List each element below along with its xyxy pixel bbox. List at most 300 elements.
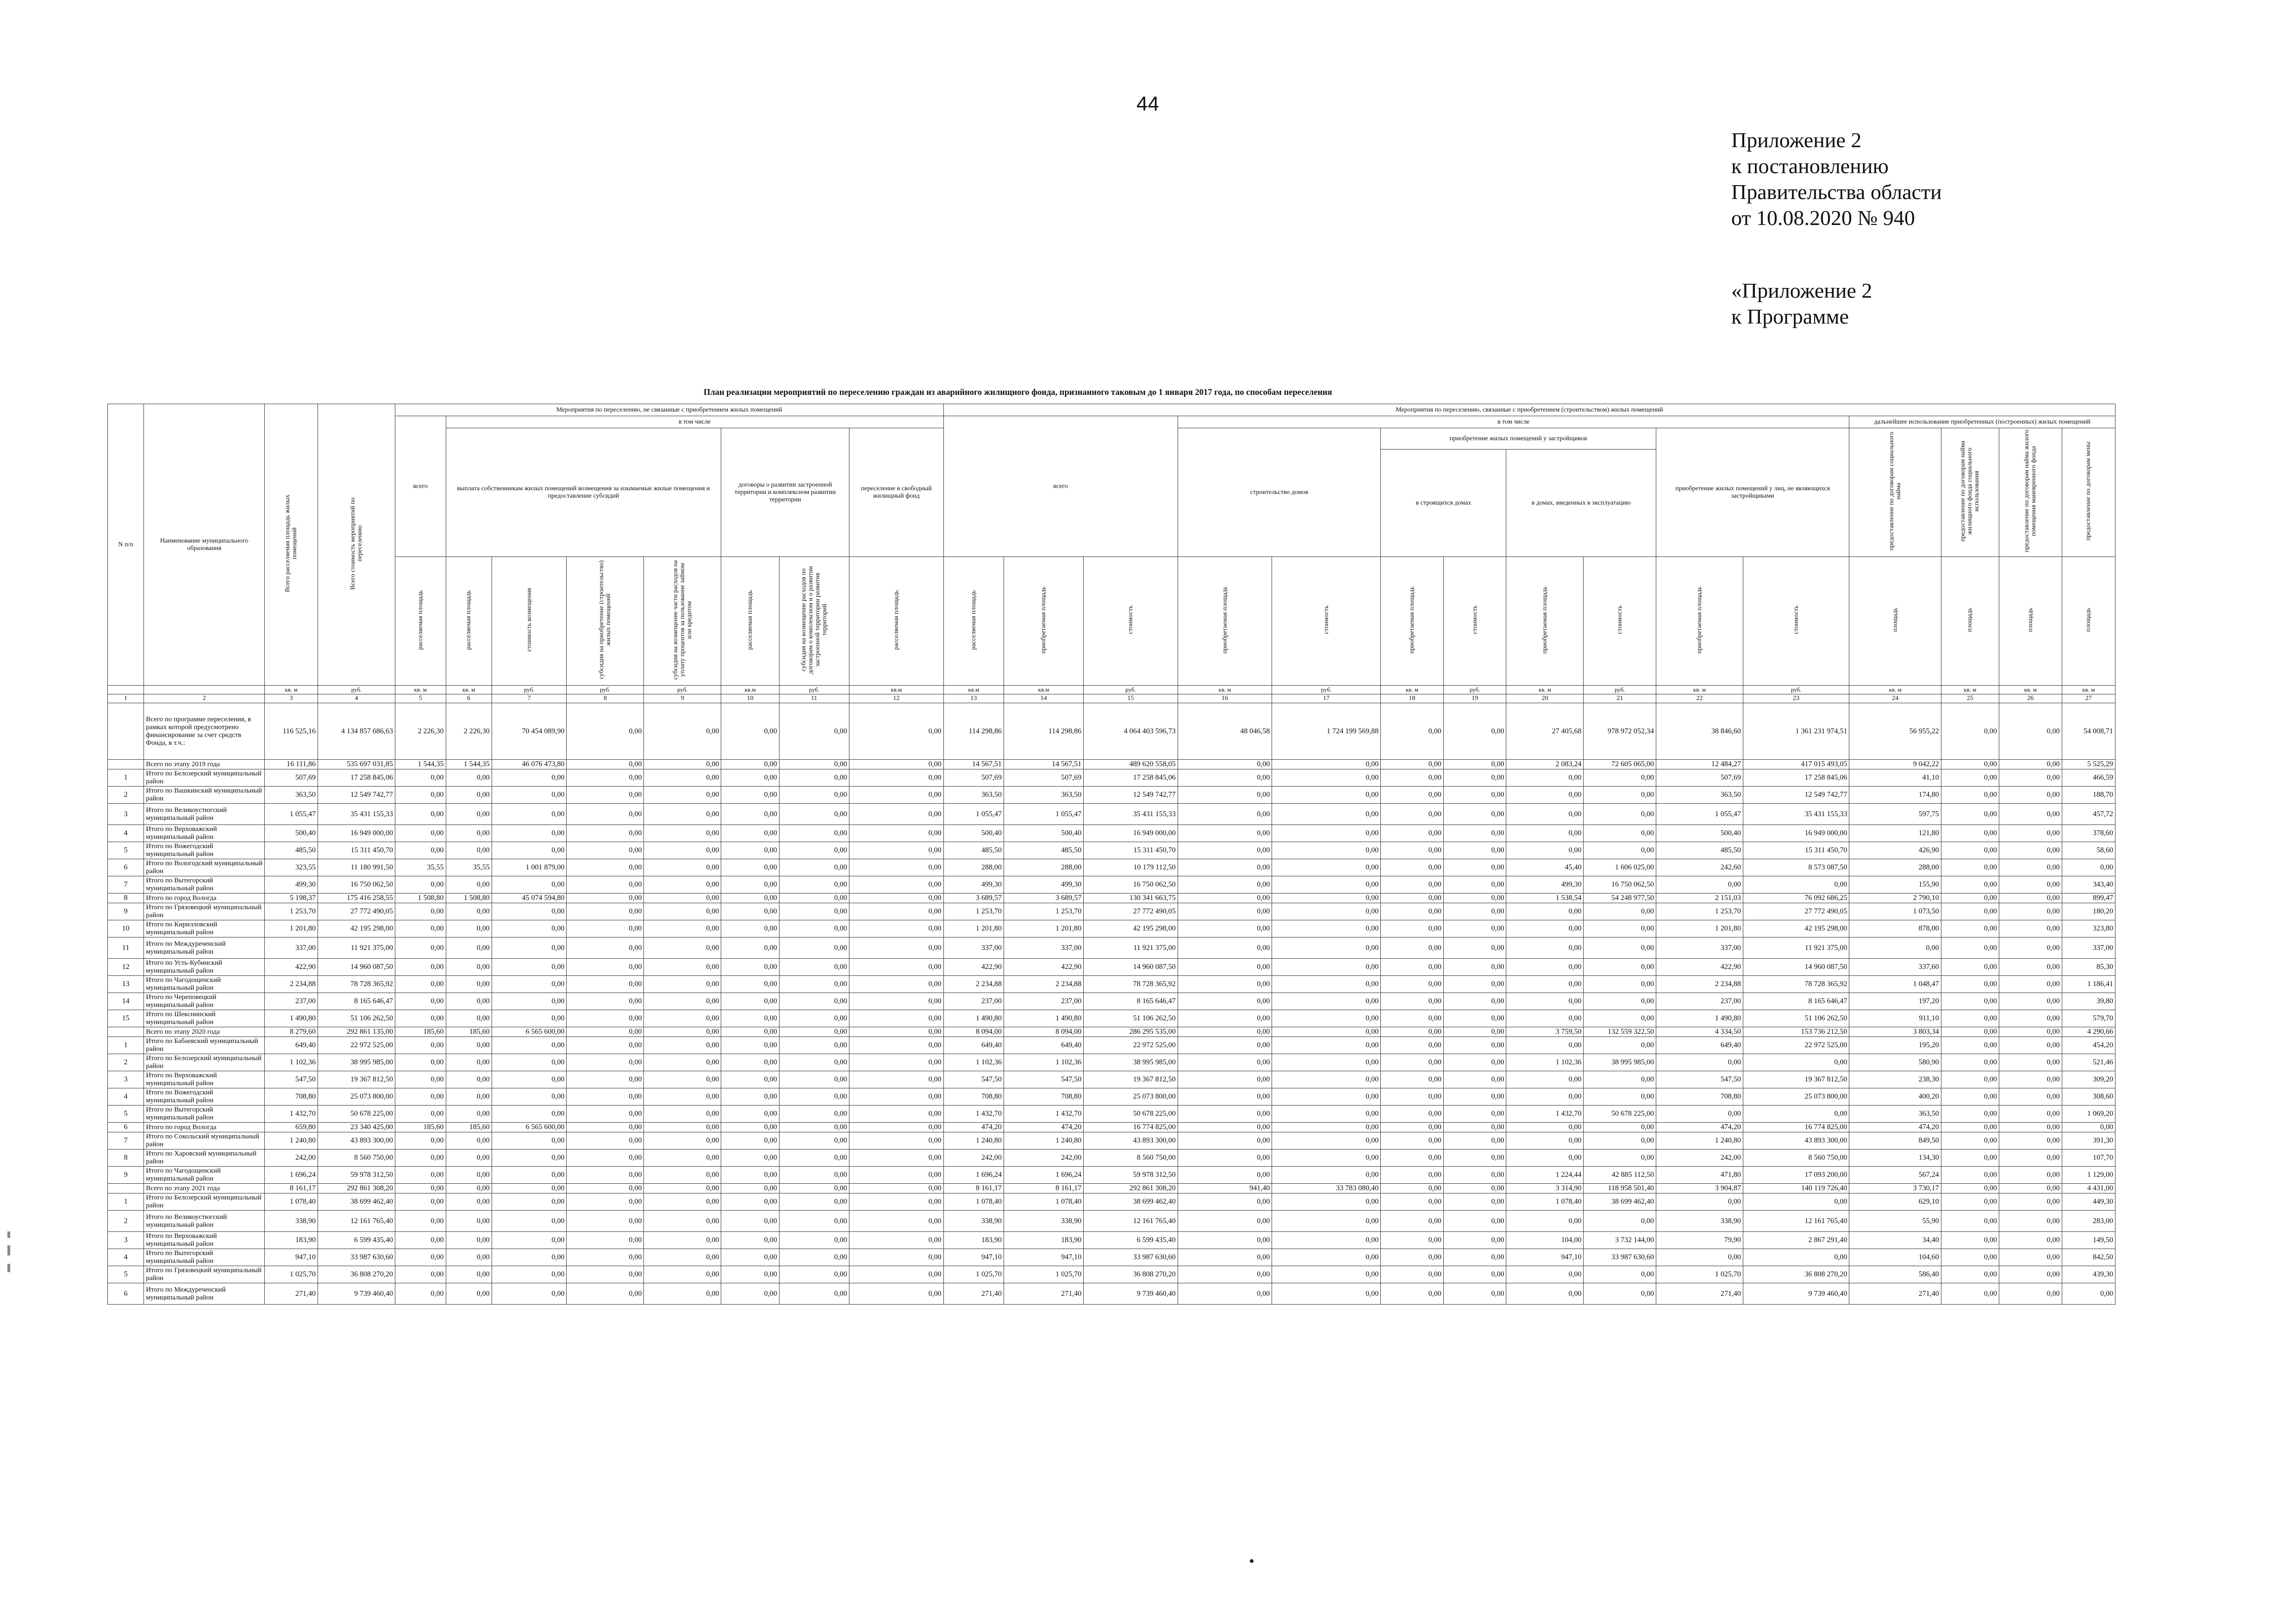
header-col-5-text: расселяемая площадь bbox=[417, 590, 424, 650]
value-cell: 183,90 bbox=[943, 1232, 1004, 1249]
value-cell: 0,00 bbox=[1178, 1283, 1272, 1305]
value-cell: 911,10 bbox=[1849, 1010, 1941, 1027]
value-cell: 1 069,20 bbox=[2062, 1106, 2115, 1123]
value-cell: 0,00 bbox=[446, 1167, 492, 1184]
value-cell: 0,00 bbox=[1272, 1167, 1381, 1184]
value-cell: 0,00 bbox=[446, 920, 492, 937]
value-cell: 0,00 bbox=[849, 1010, 943, 1027]
page-number: 44 bbox=[1136, 93, 1159, 115]
value-cell: 0,00 bbox=[567, 769, 644, 787]
value-cell: 0,00 bbox=[1178, 825, 1272, 842]
value-cell: 0,00 bbox=[492, 1071, 567, 1088]
value-cell: 0,00 bbox=[2062, 1123, 2115, 1132]
column-number-cell: 16 bbox=[1178, 694, 1272, 703]
value-cell: 0,00 bbox=[1941, 804, 1999, 825]
value-cell: 0,00 bbox=[395, 937, 446, 959]
value-cell: 0,00 bbox=[779, 993, 849, 1010]
value-cell: 0,00 bbox=[446, 1071, 492, 1088]
value-cell: 2 867 291,40 bbox=[1743, 1232, 1849, 1249]
value-cell: 1 696,24 bbox=[943, 1167, 1004, 1184]
value-cell: 0,00 bbox=[849, 976, 943, 993]
value-cell: 485,50 bbox=[1004, 842, 1084, 859]
value-cell: 0,00 bbox=[1941, 1211, 1999, 1232]
column-numbers-row bbox=[108, 694, 2115, 703]
value-cell: 0,00 bbox=[1272, 1211, 1381, 1232]
value-cell: 0,00 bbox=[1178, 1149, 1272, 1167]
value-cell: 35 431 155,33 bbox=[1743, 804, 1849, 825]
value-cell: 43 893 300,00 bbox=[318, 1132, 395, 1149]
value-cell: 0,00 bbox=[1999, 876, 2062, 893]
row-number-cell: 3 bbox=[108, 1071, 144, 1088]
header-col-23-text: стоимость bbox=[1792, 606, 1800, 634]
value-cell: 22 972 525,00 bbox=[1743, 1037, 1849, 1054]
value-cell: 12 161 765,40 bbox=[318, 1211, 395, 1232]
value-cell: 78 728 365,92 bbox=[318, 976, 395, 993]
value-cell: 16 949 000,00 bbox=[318, 825, 395, 842]
header-group-a: Мероприятия по переселению, не связанные с приобретением жилых помещений bbox=[395, 404, 943, 416]
value-cell: 0,00 bbox=[849, 893, 943, 903]
value-cell: 0,00 bbox=[1272, 959, 1381, 976]
value-cell: 17 093 200,00 bbox=[1743, 1167, 1849, 1184]
value-cell: 580,90 bbox=[1849, 1054, 1941, 1071]
value-cell: 0,00 bbox=[849, 787, 943, 804]
value-cell: 521,46 bbox=[2062, 1054, 2115, 1071]
header-col-7-text: стоимость возмещения bbox=[525, 588, 533, 652]
row-number-cell bbox=[108, 760, 144, 769]
value-cell: 0,00 bbox=[721, 1266, 779, 1283]
row-number-cell: 4 bbox=[108, 1249, 144, 1266]
value-cell: 0,00 bbox=[721, 976, 779, 993]
value-cell: 0,00 bbox=[1743, 1106, 1849, 1123]
header-col-9-text: субсидия на возмещение части расходов на уплату процентов за пользование займом или кредитом bbox=[672, 560, 693, 680]
value-cell: 0,00 bbox=[644, 1249, 721, 1266]
value-cell: 78 728 365,92 bbox=[1743, 976, 1849, 993]
value-cell: 0,00 bbox=[849, 842, 943, 859]
value-cell: 85,30 bbox=[2062, 959, 2115, 976]
value-cell: 0,00 bbox=[1178, 1054, 1272, 1071]
table-row bbox=[108, 1010, 2115, 1027]
value-cell: 2 234,88 bbox=[1656, 976, 1743, 993]
value-cell: 0,00 bbox=[849, 1054, 943, 1071]
header-col-15 bbox=[1084, 557, 1178, 686]
column-number-cell: 21 bbox=[1584, 694, 1656, 703]
value-cell: 0,00 bbox=[1178, 920, 1272, 937]
value-cell: 0,00 bbox=[721, 1037, 779, 1054]
value-cell: 0,00 bbox=[567, 893, 644, 903]
scan-mark bbox=[7, 1231, 10, 1238]
value-cell: 363,50 bbox=[1656, 787, 1743, 804]
value-cell: 0,00 bbox=[721, 1071, 779, 1088]
table-title: План реализации мероприятий по переселению граждан из аварийного жилищного фонда, признанного таковым до 1 января 2017 года, по способам переселения bbox=[704, 388, 1332, 397]
value-cell: 0,00 bbox=[849, 993, 943, 1010]
column-number-cell: 2 bbox=[144, 694, 265, 703]
value-cell: 0,00 bbox=[779, 1149, 849, 1167]
table-row bbox=[108, 825, 2115, 842]
value-cell: 0,00 bbox=[1584, 1211, 1656, 1232]
row-number-cell: 4 bbox=[108, 825, 144, 842]
value-cell: 0,00 bbox=[446, 1193, 492, 1211]
value-cell: 0,00 bbox=[779, 859, 849, 876]
value-cell: 42 885 112,50 bbox=[1584, 1167, 1656, 1184]
header-col-10 bbox=[721, 557, 779, 686]
value-cell: 14 960 087,50 bbox=[1084, 959, 1178, 976]
value-cell: 1 025,70 bbox=[265, 1266, 318, 1283]
value-cell: 9 739 460,40 bbox=[1743, 1283, 1849, 1305]
value-cell: 0,00 bbox=[1941, 1054, 1999, 1071]
row-number-cell: 8 bbox=[108, 893, 144, 903]
value-cell: 0,00 bbox=[644, 769, 721, 787]
value-cell: 242,00 bbox=[265, 1149, 318, 1167]
municipality-name-cell: Итого по город Вологда bbox=[144, 1123, 265, 1132]
value-cell: 0,00 bbox=[1381, 959, 1444, 976]
value-cell: 288,00 bbox=[1849, 859, 1941, 876]
header-col-13 bbox=[943, 557, 1004, 686]
value-cell: 0,00 bbox=[644, 804, 721, 825]
value-cell: 422,90 bbox=[265, 959, 318, 976]
value-cell: 0,00 bbox=[1443, 825, 1506, 842]
row-number-cell: 1 bbox=[108, 1193, 144, 1211]
value-cell: 1 508,80 bbox=[446, 893, 492, 903]
value-cell: 1 490,80 bbox=[1656, 1010, 1743, 1027]
value-cell: 72 605 065,00 bbox=[1584, 760, 1656, 769]
value-cell: 0,00 bbox=[779, 1211, 849, 1232]
column-number-cell: 18 bbox=[1381, 694, 1444, 703]
column-number-cell: 20 bbox=[1506, 694, 1584, 703]
value-cell: 978 972 052,34 bbox=[1584, 703, 1656, 760]
value-cell: 2 234,88 bbox=[265, 976, 318, 993]
header-name: Наименование муниципального образования bbox=[144, 404, 265, 686]
value-cell: 0,00 bbox=[1941, 920, 1999, 937]
value-cell: 3 314,90 bbox=[1506, 1184, 1584, 1193]
value-cell: 0,00 bbox=[1941, 1010, 1999, 1027]
value-cell: 474,20 bbox=[1849, 1123, 1941, 1132]
municipality-name-cell: Итого по Вытегорский муниципальный район bbox=[144, 1249, 265, 1266]
value-cell: 0,00 bbox=[1941, 1088, 1999, 1106]
header-col-26 bbox=[1999, 557, 2062, 686]
value-cell: 19 367 812,50 bbox=[1084, 1071, 1178, 1088]
unit-cell: руб. bbox=[1743, 686, 1849, 694]
value-cell: 174,80 bbox=[1849, 787, 1941, 804]
value-cell: 271,40 bbox=[265, 1283, 318, 1305]
municipality-name-cell: Итого по Усть-Кубинский муниципальный район bbox=[144, 959, 265, 976]
header-col-25-text: площадь bbox=[1966, 608, 1974, 632]
value-cell: 0,00 bbox=[492, 903, 567, 920]
value-cell: 0,00 bbox=[779, 769, 849, 787]
value-cell: 0,00 bbox=[721, 703, 779, 760]
value-cell: 38 699 462,40 bbox=[1584, 1193, 1656, 1211]
value-cell: 0,00 bbox=[849, 1149, 943, 1167]
value-cell: 0,00 bbox=[1506, 787, 1584, 804]
header-total-cost-text: Всего стоимость мероприятий по переселению bbox=[349, 497, 363, 590]
value-cell: 59 978 312,50 bbox=[318, 1167, 395, 1184]
unit-cell: руб. bbox=[1584, 686, 1656, 694]
value-cell: 0,00 bbox=[1584, 993, 1656, 1010]
value-cell: 0,00 bbox=[779, 703, 849, 760]
summary-row bbox=[108, 703, 2115, 760]
value-cell: 535 697 031,85 bbox=[318, 760, 395, 769]
value-cell: 1 186,41 bbox=[2062, 976, 2115, 993]
value-cell: 500,40 bbox=[265, 825, 318, 842]
value-cell: 0,00 bbox=[644, 959, 721, 976]
value-cell: 1 224,44 bbox=[1506, 1167, 1584, 1184]
value-cell: 0,00 bbox=[721, 1088, 779, 1106]
value-cell: 0,00 bbox=[779, 1037, 849, 1054]
value-cell: 0,00 bbox=[779, 903, 849, 920]
value-cell: 39,80 bbox=[2062, 993, 2115, 1010]
value-cell: 391,30 bbox=[2062, 1132, 2115, 1149]
unit-cell: кв.м bbox=[721, 686, 779, 694]
value-cell: 0,00 bbox=[1941, 893, 1999, 903]
value-cell: 1 240,80 bbox=[943, 1132, 1004, 1149]
value-cell: 708,80 bbox=[1656, 1088, 1743, 1106]
value-cell: 0,00 bbox=[1272, 920, 1381, 937]
value-cell: 1 253,70 bbox=[943, 903, 1004, 920]
value-cell: 0,00 bbox=[1178, 1211, 1272, 1232]
value-cell: 0,00 bbox=[1381, 903, 1444, 920]
value-cell: 1 361 231 974,51 bbox=[1743, 703, 1849, 760]
value-cell: 0,00 bbox=[395, 1071, 446, 1088]
value-cell: 0,00 bbox=[1999, 976, 2062, 993]
value-cell: 14 960 087,50 bbox=[318, 959, 395, 976]
value-cell: 36 808 270,20 bbox=[318, 1266, 395, 1283]
municipality-name-cell: Итого по город Вологда bbox=[144, 893, 265, 903]
column-number-cell: 25 bbox=[1941, 694, 1999, 703]
row-number-cell: 3 bbox=[108, 1232, 144, 1249]
value-cell: 185,60 bbox=[446, 1027, 492, 1037]
value-cell: 1 240,80 bbox=[1656, 1132, 1743, 1149]
value-cell: 8 165 646,47 bbox=[1084, 993, 1178, 1010]
value-cell: 0,00 bbox=[1506, 1088, 1584, 1106]
value-cell: 104,00 bbox=[1506, 1232, 1584, 1249]
value-cell: 947,10 bbox=[1506, 1249, 1584, 1266]
row-number-cell: 9 bbox=[108, 903, 144, 920]
value-cell: 1 432,70 bbox=[943, 1106, 1004, 1123]
header-c26v-text: предоставление по договорам найма жилого помещения маневренного фонда bbox=[2023, 430, 2038, 553]
value-cell: 0,00 bbox=[1506, 1037, 1584, 1054]
value-cell: 0,00 bbox=[395, 1088, 446, 1106]
value-cell: 5 198,37 bbox=[265, 893, 318, 903]
value-cell: 0,00 bbox=[1178, 1232, 1272, 1249]
unit-cell: руб. bbox=[567, 686, 644, 694]
value-cell: 0,00 bbox=[1381, 703, 1444, 760]
value-cell: 708,80 bbox=[943, 1088, 1004, 1106]
value-cell: 0,00 bbox=[1999, 903, 2062, 920]
value-cell: 0,00 bbox=[567, 976, 644, 993]
table-row bbox=[108, 1071, 2115, 1088]
value-cell: 0,00 bbox=[1443, 1249, 1506, 1266]
value-cell: 0,00 bbox=[849, 1249, 943, 1266]
value-cell: 237,00 bbox=[1004, 993, 1084, 1010]
value-cell: 597,75 bbox=[1849, 804, 1941, 825]
value-cell: 0,00 bbox=[1178, 1132, 1272, 1149]
value-cell: 0,00 bbox=[849, 760, 943, 769]
value-cell: 0,00 bbox=[1381, 920, 1444, 937]
value-cell: 0,00 bbox=[492, 1106, 567, 1123]
value-cell: 0,00 bbox=[567, 1184, 644, 1193]
unit-cell bbox=[144, 686, 265, 694]
value-cell: 6 599 435,40 bbox=[318, 1232, 395, 1249]
header-col-10-text: расселяемая площадь bbox=[747, 590, 754, 650]
table-row bbox=[108, 1193, 2115, 1211]
appendix-line: Правительства области bbox=[1731, 180, 1942, 204]
value-cell: 0,00 bbox=[1443, 760, 1506, 769]
value-cell: 0,00 bbox=[1584, 1123, 1656, 1132]
value-cell: 0,00 bbox=[1272, 1266, 1381, 1283]
value-cell: 0,00 bbox=[721, 859, 779, 876]
value-cell: 337,00 bbox=[1004, 937, 1084, 959]
header-col-22 bbox=[1656, 557, 1743, 686]
unit-cell: руб. bbox=[1084, 686, 1178, 694]
value-cell: 8 560 750,00 bbox=[1084, 1149, 1178, 1167]
value-cell: 0,00 bbox=[1381, 1232, 1444, 1249]
value-cell: 0,00 bbox=[1381, 1037, 1444, 1054]
value-cell: 0,00 bbox=[567, 1193, 644, 1211]
value-cell: 0,00 bbox=[1443, 842, 1506, 859]
table-row bbox=[108, 1054, 2115, 1071]
value-cell: 54 248 977,50 bbox=[1584, 893, 1656, 903]
value-cell: 45,40 bbox=[1506, 859, 1584, 876]
value-cell: 849,50 bbox=[1849, 1132, 1941, 1149]
value-cell: 0,00 bbox=[1941, 1184, 1999, 1193]
value-cell: 51 106 262,50 bbox=[318, 1010, 395, 1027]
value-cell: 46 076 473,80 bbox=[492, 760, 567, 769]
value-cell: 114 298,86 bbox=[1004, 703, 1084, 760]
value-cell: 0,00 bbox=[1381, 859, 1444, 876]
row-number-cell: 7 bbox=[108, 876, 144, 893]
value-cell: 22 972 525,00 bbox=[318, 1037, 395, 1054]
value-cell: 0,00 bbox=[1272, 976, 1381, 993]
value-cell: 0,00 bbox=[779, 893, 849, 903]
value-cell: 292 861 308,20 bbox=[1084, 1184, 1178, 1193]
value-cell: 0,00 bbox=[1381, 1106, 1444, 1123]
value-cell: 0,00 bbox=[1941, 903, 1999, 920]
header-n: N п/п bbox=[108, 404, 144, 686]
table-row bbox=[108, 787, 2115, 804]
table-row bbox=[108, 920, 2115, 937]
value-cell: 0,00 bbox=[1272, 876, 1381, 893]
value-cell: 400,20 bbox=[1849, 1088, 1941, 1106]
value-cell: 337,00 bbox=[265, 937, 318, 959]
header-col-8 bbox=[567, 557, 644, 686]
value-cell: 0,00 bbox=[1381, 825, 1444, 842]
value-cell: 0,00 bbox=[1849, 937, 1941, 959]
value-cell: 1 102,36 bbox=[265, 1054, 318, 1071]
value-cell: 0,00 bbox=[395, 1193, 446, 1211]
value-cell: 6 599 435,40 bbox=[1084, 1232, 1178, 1249]
value-cell: 0,00 bbox=[492, 1283, 567, 1305]
value-cell: 0,00 bbox=[779, 1088, 849, 1106]
header-zastroy: приобретение жилых помещений у застройщиков bbox=[1381, 428, 1656, 450]
value-cell: 1 201,80 bbox=[1004, 920, 1084, 937]
value-cell: 0,00 bbox=[446, 1088, 492, 1106]
value-cell: 0,00 bbox=[779, 1184, 849, 1193]
value-cell: 0,00 bbox=[1443, 903, 1506, 920]
value-cell: 0,00 bbox=[446, 959, 492, 976]
value-cell: 0,00 bbox=[492, 876, 567, 893]
value-cell: 0,00 bbox=[721, 825, 779, 842]
value-cell: 0,00 bbox=[1999, 787, 2062, 804]
value-cell: 0,00 bbox=[1178, 876, 1272, 893]
unit-cell: кв. м bbox=[446, 686, 492, 694]
value-cell: 0,00 bbox=[395, 1010, 446, 1027]
appendix-line: от 10.08.2020 № 940 bbox=[1731, 206, 1915, 230]
table-row bbox=[108, 937, 2115, 959]
value-cell: 0,00 bbox=[1381, 993, 1444, 1010]
header-col-26-text: площадь bbox=[2027, 608, 2034, 632]
value-cell: 1 129,00 bbox=[2062, 1167, 2115, 1184]
value-cell: 4 134 857 686,63 bbox=[318, 703, 395, 760]
value-cell: 0,00 bbox=[644, 1132, 721, 1149]
value-cell: 0,00 bbox=[1584, 1149, 1656, 1167]
municipality-name-cell: Итого по Междуреченский муниципальный район bbox=[144, 1283, 265, 1305]
value-cell: 0,00 bbox=[446, 804, 492, 825]
value-cell: 0,00 bbox=[1941, 1071, 1999, 1088]
value-cell: 114 298,86 bbox=[943, 703, 1004, 760]
value-cell: 0,00 bbox=[1381, 1249, 1444, 1266]
value-cell: 0,00 bbox=[721, 804, 779, 825]
value-cell: 0,00 bbox=[849, 903, 943, 920]
value-cell: 507,69 bbox=[1004, 769, 1084, 787]
value-cell: 1 508,80 bbox=[395, 893, 446, 903]
row-number-cell: 6 bbox=[108, 859, 144, 876]
value-cell: 0,00 bbox=[492, 1193, 567, 1211]
value-cell: 3 689,57 bbox=[943, 893, 1004, 903]
unit-cell: кв. м bbox=[1381, 686, 1444, 694]
column-number-cell: 17 bbox=[1272, 694, 1381, 703]
scan-mark bbox=[7, 1245, 10, 1255]
value-cell: 499,30 bbox=[943, 876, 1004, 893]
value-cell: 0,00 bbox=[849, 703, 943, 760]
value-cell: 0,00 bbox=[1443, 920, 1506, 937]
value-cell: 0,00 bbox=[1381, 787, 1444, 804]
value-cell: 0,00 bbox=[1999, 703, 2062, 760]
value-cell: 51 106 262,50 bbox=[1743, 1010, 1849, 1027]
header-col-16-text: приобретаемая площадь bbox=[1221, 586, 1229, 654]
value-cell: 0,00 bbox=[721, 903, 779, 920]
row-number-cell: 5 bbox=[108, 1266, 144, 1283]
value-cell: 489 620 558,05 bbox=[1084, 760, 1178, 769]
unit-cell: кв.м bbox=[849, 686, 943, 694]
unit-cell: кв. м bbox=[1506, 686, 1584, 694]
municipality-name-cell: Всего по этапу 2021 года bbox=[144, 1184, 265, 1193]
value-cell: 1 696,24 bbox=[265, 1167, 318, 1184]
value-cell: 50 678 225,00 bbox=[318, 1106, 395, 1123]
value-cell: 0,00 bbox=[849, 1088, 943, 1106]
value-cell: 8 094,00 bbox=[1004, 1027, 1084, 1037]
value-cell: 0,00 bbox=[1506, 937, 1584, 959]
header-col-14 bbox=[1004, 557, 1084, 686]
column-number-cell: 14 bbox=[1004, 694, 1084, 703]
unit-cell: кв. м bbox=[1999, 686, 2062, 694]
value-cell: 0,00 bbox=[1381, 1027, 1444, 1037]
municipality-name-cell: Итого по Грязовецкий муниципальный район bbox=[144, 1266, 265, 1283]
value-cell: 0,00 bbox=[1941, 1167, 1999, 1184]
value-cell: 10 179 112,50 bbox=[1084, 859, 1178, 876]
value-cell: 0,00 bbox=[1743, 876, 1849, 893]
value-cell: 0,00 bbox=[1272, 903, 1381, 920]
value-cell: 1 724 199 569,88 bbox=[1272, 703, 1381, 760]
column-number-cell: 6 bbox=[446, 694, 492, 703]
value-cell: 0,00 bbox=[779, 1123, 849, 1132]
value-cell: 629,10 bbox=[1849, 1193, 1941, 1211]
value-cell: 0,00 bbox=[849, 769, 943, 787]
value-cell: 0,00 bbox=[446, 1037, 492, 1054]
value-cell: 185,60 bbox=[446, 1123, 492, 1132]
value-cell: 104,60 bbox=[1849, 1249, 1941, 1266]
value-cell: 43 893 300,00 bbox=[1743, 1132, 1849, 1149]
municipality-name-cell: Итого по Белозерский муниципальный район bbox=[144, 1193, 265, 1211]
value-cell: 0,00 bbox=[1941, 1193, 1999, 1211]
